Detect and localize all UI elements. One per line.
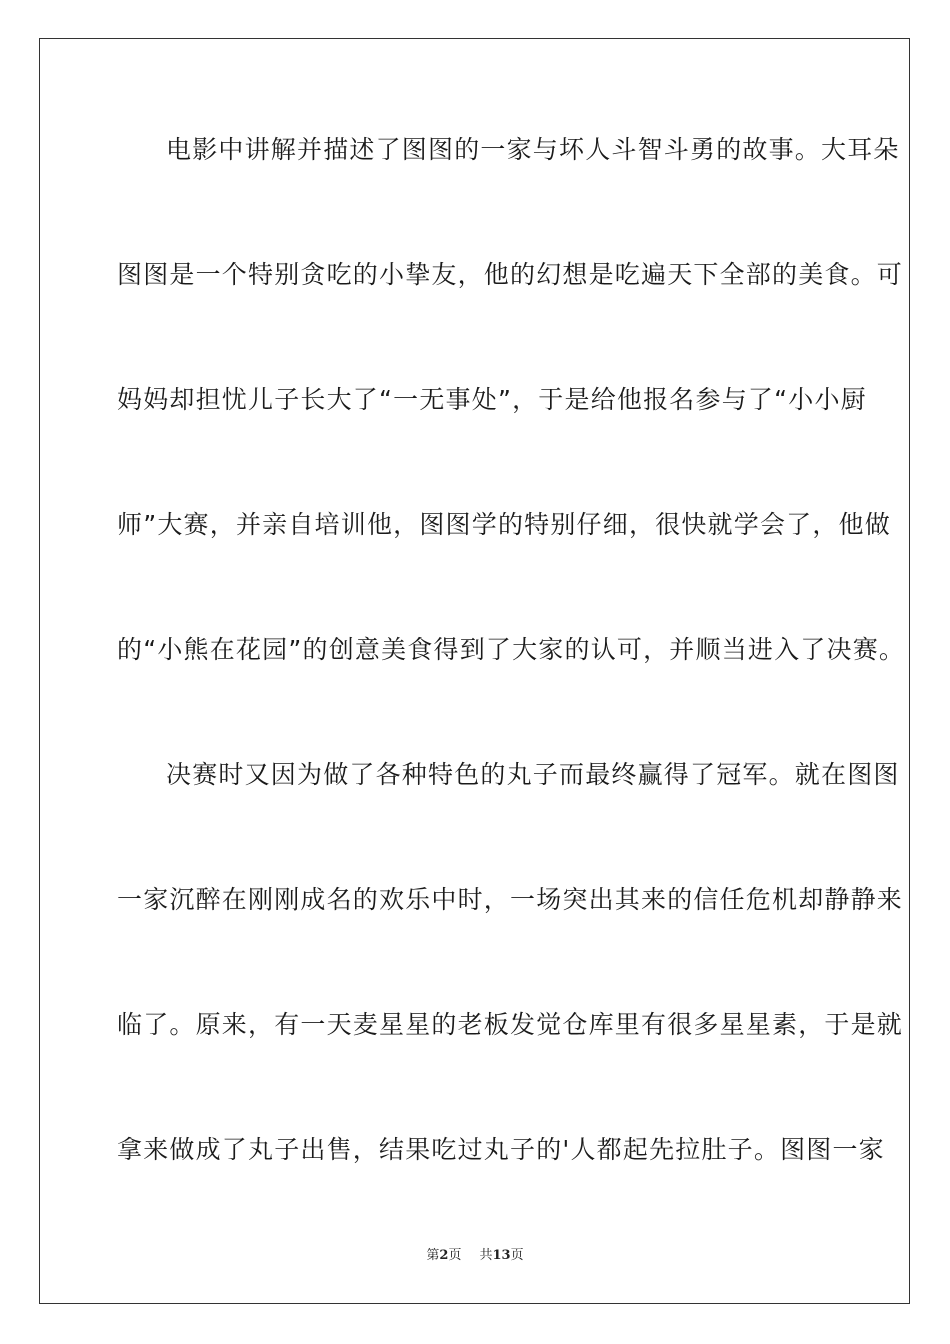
page-number: 2 xyxy=(439,1248,449,1263)
body-text-line-6: 决赛时又因为做了各种特色的丸子而最终赢得了冠军。就在图图 xyxy=(166,760,900,789)
body-text-line-7: 一家沉醉在刚刚成名的欢乐中时，一场突出其来的信任危机却静静来 xyxy=(117,885,904,914)
body-text-line-3: 妈妈却担忧儿子长大了“一无事处”，于是给他报名参与了“小小厨 xyxy=(117,385,867,414)
total-pages: 13 xyxy=(492,1248,511,1263)
body-text-line-5: 的“小熊在花园”的创意美食得到了大家的认可，并顺当进入了决赛。 xyxy=(117,635,906,664)
body-text-line-1: 电影中讲解并描述了图图的一家与坏人斗智斗勇的故事。大耳朵 xyxy=(166,135,900,164)
total-prefix: 共 xyxy=(479,1248,493,1263)
page-suffix: 页 xyxy=(448,1248,462,1263)
body-text-line-2: 图图是一个特别贪吃的小挚友，他的幻想是吃遍天下全部的美食。可 xyxy=(117,260,904,289)
page-footer xyxy=(0,1248,950,1264)
page-frame xyxy=(39,38,910,1304)
body-text-line-4: 师”大赛，并亲自培训他，图图学的特别仔细，很快就学会了，他做 xyxy=(117,510,891,539)
total-suffix: 页 xyxy=(510,1248,524,1263)
page-prefix: 第 xyxy=(426,1248,440,1263)
body-text-line-8: 临了。原来，有一天麦星星的老板发觉仓库里有很多星星素，于是就 xyxy=(117,1010,904,1039)
body-text-line-9: 拿来做成了丸子出售，结果吃过丸子的'人都起先拉肚子。图图一家 xyxy=(117,1135,885,1164)
